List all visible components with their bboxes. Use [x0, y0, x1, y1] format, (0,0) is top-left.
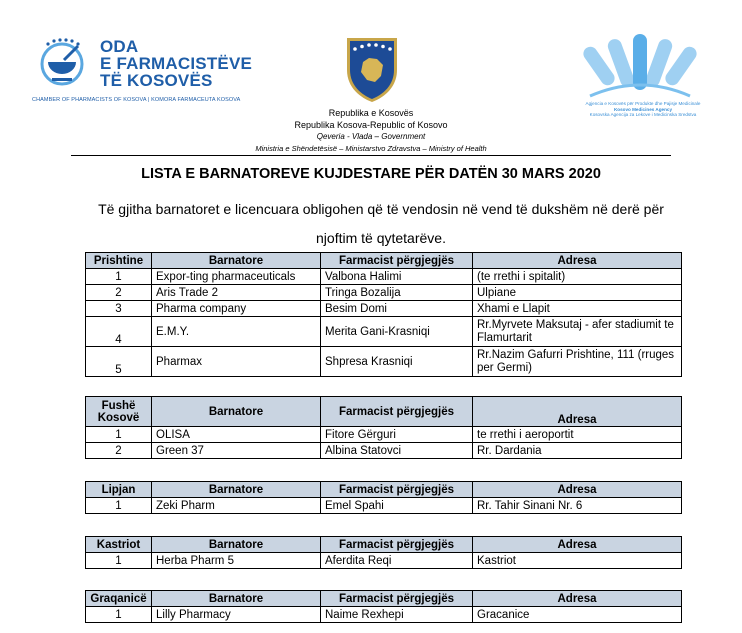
row-number: 1	[86, 269, 152, 285]
coat-of-arms-icon	[343, 32, 401, 104]
table-row	[86, 347, 682, 377]
pharmacy-name: Aris Trade 2	[152, 285, 321, 301]
table-row	[86, 553, 682, 569]
government-line-4: Ministria e Shëndetësisë – Ministarstvo Zdravstva – Ministry of Health	[255, 143, 487, 153]
pharmacy-name: E.M.Y.	[152, 317, 321, 347]
chamber-name-line: TË KOSOVËS	[100, 71, 213, 90]
government-line-3: Qeveria - Vlada – Government	[316, 132, 426, 141]
city-header: Lipjan	[86, 482, 152, 498]
table-header-row	[86, 591, 682, 607]
row-number: 2	[86, 443, 152, 459]
row-number: 1	[86, 607, 152, 623]
pharmacist-name: Emel Spahi	[321, 498, 473, 514]
row-number: 3	[86, 301, 152, 317]
pharmacy-column-header: Barnatore	[152, 537, 321, 553]
pharmacist-name: Tringa Bozalija	[321, 285, 473, 301]
pharmacy-column-header: Barnatore	[152, 397, 321, 427]
table-row	[86, 443, 682, 459]
pharmacy-address: Rr. Tahir Sinani Nr. 6	[473, 498, 682, 514]
pharmacist-column-header: Farmacist përgjegjës	[321, 537, 473, 553]
pharmacy-name: Pharmax	[152, 347, 321, 377]
government-line-1: Republika e Kosovës	[328, 108, 414, 118]
chamber-name	[100, 38, 252, 89]
agency-name-line: Agjencia e Kosovës për Produkte dhe Pajisje Medicinale	[585, 101, 701, 106]
agency-name	[578, 101, 708, 118]
pharmacist-name: Naime Rexhepi	[321, 607, 473, 623]
pharmacy-column-header: Barnatore	[152, 253, 321, 269]
intro-line-2: njoftim të qytetarëve.	[316, 230, 446, 246]
pharmacy-name: Zeki Pharm	[152, 498, 321, 514]
government-header	[240, 108, 502, 154]
table-header-row	[86, 537, 682, 553]
chamber-name-line: ODA	[100, 37, 139, 56]
pharmacy-name: Expor-ting pharmaceuticals	[152, 269, 321, 285]
pharmacy-address: Xhami e Llapit	[473, 301, 682, 317]
header-divider	[71, 155, 671, 156]
chamber-logo	[32, 30, 262, 110]
address-column-header: Adresa	[473, 397, 682, 427]
chamber-name-line: E FARMACISTËVE	[100, 54, 253, 73]
address-column-header: Adresa	[473, 591, 682, 607]
pharmacy-name: OLISA	[152, 427, 321, 443]
document-title: LISTA E BARNATOREVE KUJDESTARE PËR DATËN 30 MARS 2020	[141, 166, 601, 182]
row-number: 1	[86, 553, 152, 569]
table-header-row	[86, 253, 682, 269]
pharmacist-name: Fitore Gërguri	[321, 427, 473, 443]
table-header-row	[86, 482, 682, 498]
pharmacy-address: Rr.Nazim Gafurri Prishtine, 111 (rruges per Germi)	[473, 347, 682, 377]
table-row	[86, 301, 682, 317]
pharmacy-name: Lilly Pharmacy	[152, 607, 321, 623]
table-row	[86, 317, 682, 347]
pharmacy-table-prishtine	[85, 252, 682, 377]
pharmacist-name: Albina Statovci	[321, 443, 473, 459]
document-intro	[90, 195, 672, 253]
pharmacy-address: Gracanice	[473, 607, 682, 623]
pharmacy-address: Kastriot	[473, 553, 682, 569]
chamber-subtitle: CHAMBER OF PHARMACISTS OF KOSOVA | KOMORA FARMACEUTA KOSOVA	[32, 97, 241, 103]
pharmacy-address: Rr. Dardania	[473, 443, 682, 459]
pharmacy-table-graqanice	[85, 590, 682, 623]
pharmacy-table-kastriot	[85, 536, 682, 569]
intro-line-1: Të gjitha barnatoret e licencuara obligohen që të vendosin në vend të dukshëm në derë për	[98, 201, 664, 217]
pharmacy-column-header: Barnatore	[152, 482, 321, 498]
row-number: 1	[86, 427, 152, 443]
pharmacist-name: Merita Gani-Krasniqi	[321, 317, 473, 347]
address-column-header: Adresa	[473, 482, 682, 498]
pharmacist-column-header: Farmacist përgjegjës	[321, 591, 473, 607]
city-header: Graqanicë	[86, 591, 152, 607]
table-row	[86, 269, 682, 285]
city-header: Fushë Kosovë	[86, 397, 152, 427]
pharmacist-name: Shpresa Krasniqi	[321, 347, 473, 377]
address-column-header: Adresa	[473, 253, 682, 269]
pharmacist-column-header: Farmacist përgjegjës	[321, 253, 473, 269]
agency-name-line: Kosovo Medicines Agency	[613, 106, 673, 112]
table-row	[86, 607, 682, 623]
pharmacist-column-header: Farmacist përgjegjës	[321, 397, 473, 427]
pharmacist-name: Aferdita Reqi	[321, 553, 473, 569]
row-number: 1	[86, 498, 152, 514]
pharmacy-address: te rrethi i aeroportit	[473, 427, 682, 443]
row-number: 4	[86, 317, 152, 347]
city-header: Prishtine	[86, 253, 152, 269]
pharmacist-name: Valbona Halimi	[321, 269, 473, 285]
government-line-2: Republika Kosova-Republic of Kosovo	[294, 119, 448, 130]
pharmacy-column-header: Barnatore	[152, 591, 321, 607]
mortar-pestle-icon	[38, 38, 86, 86]
row-number: 2	[86, 285, 152, 301]
pharmacist-name: Besim Domi	[321, 301, 473, 317]
agency-name-line: Kosovska Agencija za Lekove i Medicinska Sredstva	[589, 112, 697, 118]
pharmacy-address: Rr.Myrvete Maksutaj - afer stadiumit te Flamurtarit	[473, 317, 682, 347]
pharmacy-name: Green 37	[152, 443, 321, 459]
pharmacy-name: Herba Pharm 5	[152, 553, 321, 569]
table-row	[86, 498, 682, 514]
table-header-row	[86, 397, 682, 427]
row-number: 5	[86, 347, 152, 377]
pharmacy-table-lipjan	[85, 481, 682, 514]
address-column-header: Adresa	[473, 537, 682, 553]
table-row	[86, 285, 682, 301]
pharmacy-table-fushe-kosove	[85, 396, 682, 459]
pharmacy-name: Pharma company	[152, 301, 321, 317]
pharmacy-address: (te rrethi i spitalit)	[473, 269, 682, 285]
pharmacist-column-header: Farmacist përgjegjës	[321, 482, 473, 498]
pharmacy-address: Ulpiane	[473, 285, 682, 301]
table-row	[86, 427, 682, 443]
city-header: Kastriot	[86, 537, 152, 553]
